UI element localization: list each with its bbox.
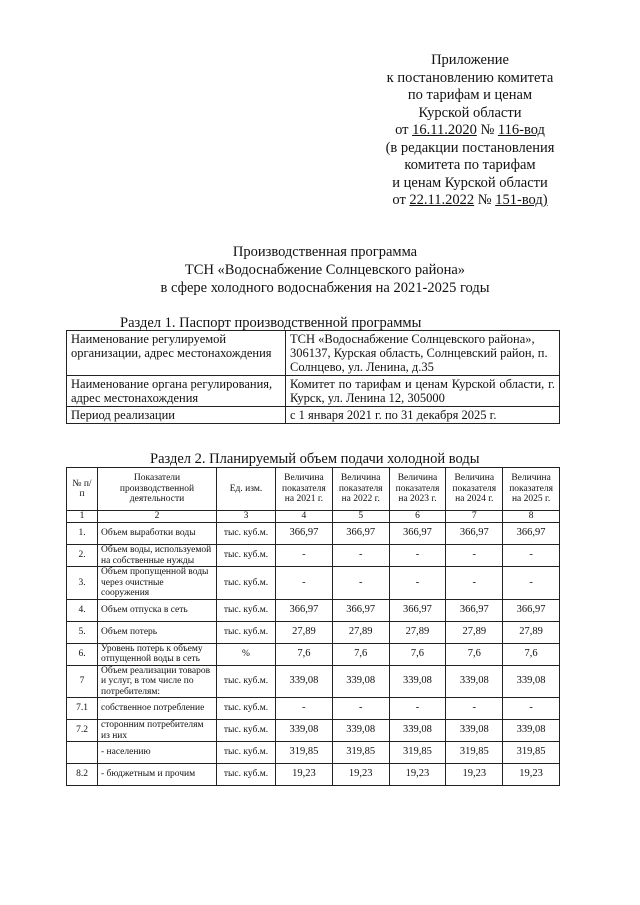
value-cell: 339,08 bbox=[276, 665, 333, 698]
indicator-name: Объем потерь bbox=[98, 621, 217, 643]
value-cell: 366,97 bbox=[389, 599, 446, 621]
appendix-revision-line bbox=[340, 192, 600, 210]
appendix-prefix: от bbox=[392, 192, 406, 208]
appendix-date: 22.11.2022 bbox=[409, 192, 475, 208]
table-row bbox=[67, 376, 560, 407]
column-number: 1 bbox=[67, 511, 98, 523]
unit-cell: % bbox=[217, 643, 276, 665]
appendix-line: Приложение bbox=[431, 52, 509, 68]
column-number: 2 bbox=[98, 511, 217, 523]
value-cell: - bbox=[503, 567, 560, 600]
value-cell: - bbox=[446, 545, 503, 567]
table-row bbox=[67, 742, 560, 764]
indicator-name: сторонним потребителям из них bbox=[98, 720, 217, 742]
value-cell: - bbox=[276, 698, 333, 720]
table-row bbox=[67, 698, 560, 720]
header-cell: № п/п bbox=[67, 468, 98, 511]
appendix-line: и ценам Курской области bbox=[392, 174, 548, 191]
table-row bbox=[67, 599, 560, 621]
value-cell: 319,85 bbox=[389, 742, 446, 764]
appendix-date: 16.11.2020 bbox=[412, 122, 477, 138]
appendix-number-sign: № bbox=[477, 192, 492, 208]
column-number: 7 bbox=[446, 511, 503, 523]
header-cell: Показатели производственной деятельности bbox=[98, 468, 217, 511]
table-row bbox=[67, 331, 560, 376]
indicator-name: Объем отпуска в сеть bbox=[98, 599, 217, 621]
indicator-name: Уровень потерь к объему отпущенной воды в сеть bbox=[98, 643, 217, 665]
value-cell: 366,97 bbox=[276, 523, 333, 545]
water-volume-table bbox=[66, 467, 560, 786]
value-cell: - bbox=[332, 545, 389, 567]
header-cell: Величина показателя на 2021 г. bbox=[276, 468, 333, 511]
value-cell: - bbox=[446, 698, 503, 720]
value-cell: 27,89 bbox=[503, 621, 560, 643]
value-cell: 366,97 bbox=[503, 599, 560, 621]
header-cell: Величина показателя на 2022 г. bbox=[332, 468, 389, 511]
value-cell: - bbox=[332, 567, 389, 600]
value-cell: 339,08 bbox=[276, 720, 333, 742]
value-cell: 19,23 bbox=[332, 764, 389, 786]
table-header-row bbox=[67, 468, 560, 511]
row-number: 7 bbox=[67, 665, 98, 698]
column-number: 3 bbox=[217, 511, 276, 523]
row-number: 1. bbox=[67, 523, 98, 545]
value-cell: 366,97 bbox=[503, 523, 560, 545]
appendix-resolution-line bbox=[340, 122, 600, 140]
indicator-name: Объем пропущенной воды через очистные сооружения bbox=[98, 567, 217, 600]
section1-heading: Раздел 1. Паспорт производственной программы bbox=[120, 315, 422, 331]
header-cell: Ед. изм. bbox=[217, 468, 276, 511]
value-cell: 339,08 bbox=[389, 665, 446, 698]
value-cell: - bbox=[332, 698, 389, 720]
value-cell: 339,08 bbox=[503, 720, 560, 742]
appendix-line: к постановлению комитета bbox=[386, 69, 554, 86]
passport-value: с 1 января 2021 г. по 31 декабря 2025 г. bbox=[286, 407, 560, 424]
value-cell: 366,97 bbox=[332, 599, 389, 621]
unit-cell: тыс. куб.м. bbox=[217, 665, 276, 698]
row-number: 7.1 bbox=[67, 698, 98, 720]
row-number: 8.2 bbox=[67, 764, 98, 786]
header-cell: Величина показателя на 2024 г. bbox=[446, 468, 503, 511]
unit-cell: тыс. куб.м. bbox=[217, 621, 276, 643]
section2-heading: Раздел 2. Планируемый объем подачи холодной воды bbox=[150, 451, 480, 467]
value-cell: 339,08 bbox=[503, 665, 560, 698]
value-cell: 339,08 bbox=[332, 720, 389, 742]
value-cell: 339,08 bbox=[446, 720, 503, 742]
column-number: 4 bbox=[276, 511, 333, 523]
table-row bbox=[67, 545, 560, 567]
passport-label: Наименование регулируемой организации, адрес местонахождения bbox=[67, 331, 286, 376]
passport-label: Период реализации bbox=[67, 407, 286, 424]
row-number: 5. bbox=[67, 621, 98, 643]
table-row bbox=[67, 720, 560, 742]
value-cell: 366,97 bbox=[332, 523, 389, 545]
unit-cell: тыс. куб.м. bbox=[217, 599, 276, 621]
value-cell: 366,97 bbox=[389, 523, 446, 545]
value-cell: 366,97 bbox=[276, 599, 333, 621]
column-number: 5 bbox=[332, 511, 389, 523]
appendix-number: 151-вод) bbox=[495, 192, 548, 208]
title-line: в сфере холодного водоснабжения на 2021-2025 годы bbox=[160, 280, 490, 296]
value-cell: 366,97 bbox=[446, 599, 503, 621]
unit-cell: тыс. куб.м. bbox=[217, 764, 276, 786]
indicator-name: - бюджетным и прочим bbox=[98, 764, 217, 786]
appendix-line: по тарифам и ценам bbox=[407, 87, 533, 103]
table-row bbox=[67, 407, 560, 424]
value-cell: 19,23 bbox=[446, 764, 503, 786]
indicator-name: собственное потребление bbox=[98, 698, 217, 720]
table-row bbox=[67, 523, 560, 545]
value-cell: 339,08 bbox=[389, 720, 446, 742]
value-cell: 7,6 bbox=[332, 643, 389, 665]
value-cell: - bbox=[389, 567, 446, 600]
value-cell: 7,6 bbox=[446, 643, 503, 665]
appendix-header bbox=[340, 52, 600, 210]
value-cell: - bbox=[276, 567, 333, 600]
table-row bbox=[67, 643, 560, 665]
value-cell: 27,89 bbox=[276, 621, 333, 643]
indicator-name: Объем реализации товаров и услуг, в том числе по потребителям: bbox=[98, 665, 217, 698]
passport-value: Комитет по тарифам и ценам Курской области, г. Курск, ул. Ленина 12, 305000 bbox=[286, 376, 560, 407]
value-cell: - bbox=[446, 567, 503, 600]
row-number bbox=[67, 742, 98, 764]
row-number: 4. bbox=[67, 599, 98, 621]
column-number-row bbox=[67, 511, 560, 523]
unit-cell: тыс. куб.м. bbox=[217, 742, 276, 764]
unit-cell: тыс. куб.м. bbox=[217, 523, 276, 545]
appendix-line: (в редакции постановления bbox=[385, 139, 555, 156]
value-cell: - bbox=[503, 545, 560, 567]
passport-table bbox=[66, 330, 560, 424]
passport-value: ТСН «Водоснабжение Солнцевского района», 306137, Курская область, Солнцевский район, п. Солнцево, ул. Ленина, д.35 bbox=[286, 331, 560, 376]
value-cell: 339,08 bbox=[446, 665, 503, 698]
value-cell: 339,08 bbox=[332, 665, 389, 698]
unit-cell: тыс. куб.м. bbox=[217, 720, 276, 742]
value-cell: 27,89 bbox=[389, 621, 446, 643]
value-cell: 319,85 bbox=[446, 742, 503, 764]
column-number: 8 bbox=[503, 511, 560, 523]
row-number: 7.2 bbox=[67, 720, 98, 742]
row-number: 2. bbox=[67, 545, 98, 567]
document-title bbox=[90, 243, 560, 297]
header-cell: Величина показателя на 2023 г. bbox=[389, 468, 446, 511]
indicator-name: Объем выработки воды bbox=[98, 523, 217, 545]
unit-cell: тыс. куб.м. bbox=[217, 698, 276, 720]
appendix-number-sign: № bbox=[480, 122, 495, 138]
appendix-line: Курской области bbox=[418, 104, 522, 121]
value-cell: - bbox=[389, 698, 446, 720]
header-cell: Величина показателя на 2025 г. bbox=[503, 468, 560, 511]
appendix-prefix: от bbox=[395, 122, 409, 138]
value-cell: 27,89 bbox=[332, 621, 389, 643]
value-cell: 27,89 bbox=[446, 621, 503, 643]
table-row bbox=[67, 621, 560, 643]
value-cell: 7,6 bbox=[389, 643, 446, 665]
title-line: Производственная программа bbox=[232, 244, 418, 260]
passport-label: Наименование органа регулирования, адрес местонахождения bbox=[67, 376, 286, 407]
table-row bbox=[67, 764, 560, 786]
value-cell: 319,85 bbox=[332, 742, 389, 764]
value-cell: 366,97 bbox=[446, 523, 503, 545]
value-cell: - bbox=[503, 698, 560, 720]
table-row bbox=[67, 665, 560, 698]
unit-cell: тыс. куб.м. bbox=[217, 545, 276, 567]
value-cell: 7,6 bbox=[503, 643, 560, 665]
value-cell: - bbox=[276, 545, 333, 567]
value-cell: - bbox=[389, 545, 446, 567]
row-number: 3. bbox=[67, 567, 98, 600]
value-cell: 19,23 bbox=[503, 764, 560, 786]
indicator-name: - населению bbox=[98, 742, 217, 764]
appendix-number: 116-вод bbox=[497, 122, 545, 138]
table-row bbox=[67, 567, 560, 600]
value-cell: 19,23 bbox=[276, 764, 333, 786]
title-line: ТСН «Водоснабжение Солнцевского района» bbox=[184, 262, 466, 278]
value-cell: 7,6 bbox=[276, 643, 333, 665]
row-number: 6. bbox=[67, 643, 98, 665]
appendix-line: комитета по тарифам bbox=[404, 157, 536, 173]
value-cell: 319,85 bbox=[503, 742, 560, 764]
value-cell: 319,85 bbox=[276, 742, 333, 764]
table-body bbox=[67, 523, 560, 786]
indicator-name: Объем воды, используемой на собственные нужды bbox=[98, 545, 217, 567]
column-number: 6 bbox=[389, 511, 446, 523]
value-cell: 19,23 bbox=[389, 764, 446, 786]
unit-cell: тыс. куб.м. bbox=[217, 567, 276, 600]
